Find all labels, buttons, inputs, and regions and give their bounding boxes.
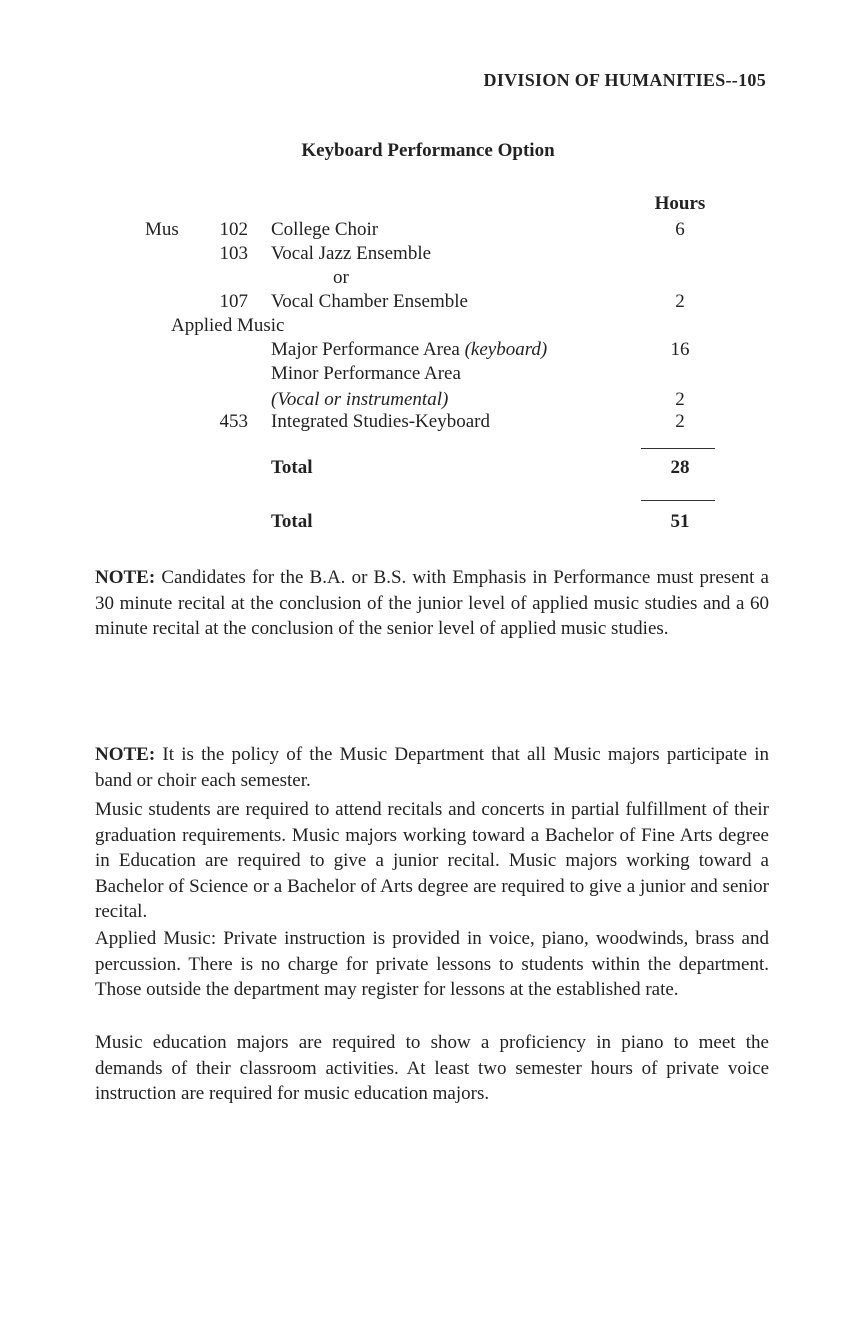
course-number: 103 (219, 243, 248, 264)
note-text: It is the policy of the Music Department that all Music majors participate in band or choir each semester. (95, 744, 769, 791)
course-hours: 16 (670, 339, 690, 360)
grand-total-label: Total (271, 511, 313, 532)
course-title (271, 338, 547, 362)
grand-total-rule (641, 500, 715, 501)
subtotal-hours: 28 (670, 457, 690, 478)
course-title: Vocal Chamber Ensemble (271, 291, 468, 312)
course-title-plain: Major Performance Area (271, 339, 465, 360)
section-title: Keyboard Performance Option (301, 140, 555, 161)
course-title (271, 388, 448, 412)
note-text: Candidates for the B.A. or B.S. with Emphasis in Performance must present a 30 minute recital at the conclusion of the junior level of applied music studies and a 60 minute recital at the conclusion of the senior level of applied music studies. (95, 567, 769, 639)
hours-column-heading: Hours (654, 193, 706, 214)
applied-music-heading: Applied Music (171, 315, 285, 336)
course-title-italic: (keyboard) (464, 339, 548, 360)
course-hours: 2 (675, 291, 685, 312)
or-separator: or (333, 267, 349, 288)
course-number: 102 (219, 219, 248, 240)
course-number: 107 (219, 291, 248, 312)
course-title: Minor Performance Area (271, 363, 461, 384)
course-hours: 6 (675, 219, 685, 240)
paragraph-music-education: Music education majors are required to show a proficiency in piano to meet the demands of their classroom activities. At least two semester hours of private voice instruction are required for music education majors. (95, 1032, 769, 1104)
running-head: DIVISION OF HUMANITIES--105 (483, 70, 766, 90)
dept-label: Mus (145, 219, 179, 240)
paragraph-recitals: Music students are required to attend recitals and concerts in partial fulfillment of their graduation requirements. Music majors working toward a Bachelor of Fine Arts degree in Education are required to give a junior recital. Music majors working toward a Bachelor of Science or a Bachelor of Arts degree are required to give a junior and senior recital. (95, 799, 769, 922)
paragraph-applied-music: Applied Music: Private instruction is provided in voice, piano, woodwinds, brass and percussion. There is no charge for private lessons to students within the department. Those outside the department may register for lessons at the established rate. (95, 928, 769, 1000)
subtotal-rule (641, 448, 715, 449)
note-performance-recital (95, 565, 769, 642)
note-label: NOTE: (95, 744, 156, 765)
note-ensemble-policy (95, 742, 769, 793)
course-hours: 2 (675, 411, 685, 432)
course-title: Integrated Studies-Keyboard (271, 411, 490, 432)
grand-total-hours: 51 (670, 511, 690, 532)
course-title: Vocal Jazz Ensemble (271, 243, 432, 264)
subtotal-label: Total (271, 457, 313, 478)
course-title: College Choir (271, 219, 379, 240)
course-hours: 2 (675, 389, 685, 410)
course-title-italic: (Vocal or instrumental) (271, 389, 449, 410)
course-number: 453 (219, 411, 248, 432)
note-label: NOTE: (95, 567, 156, 588)
